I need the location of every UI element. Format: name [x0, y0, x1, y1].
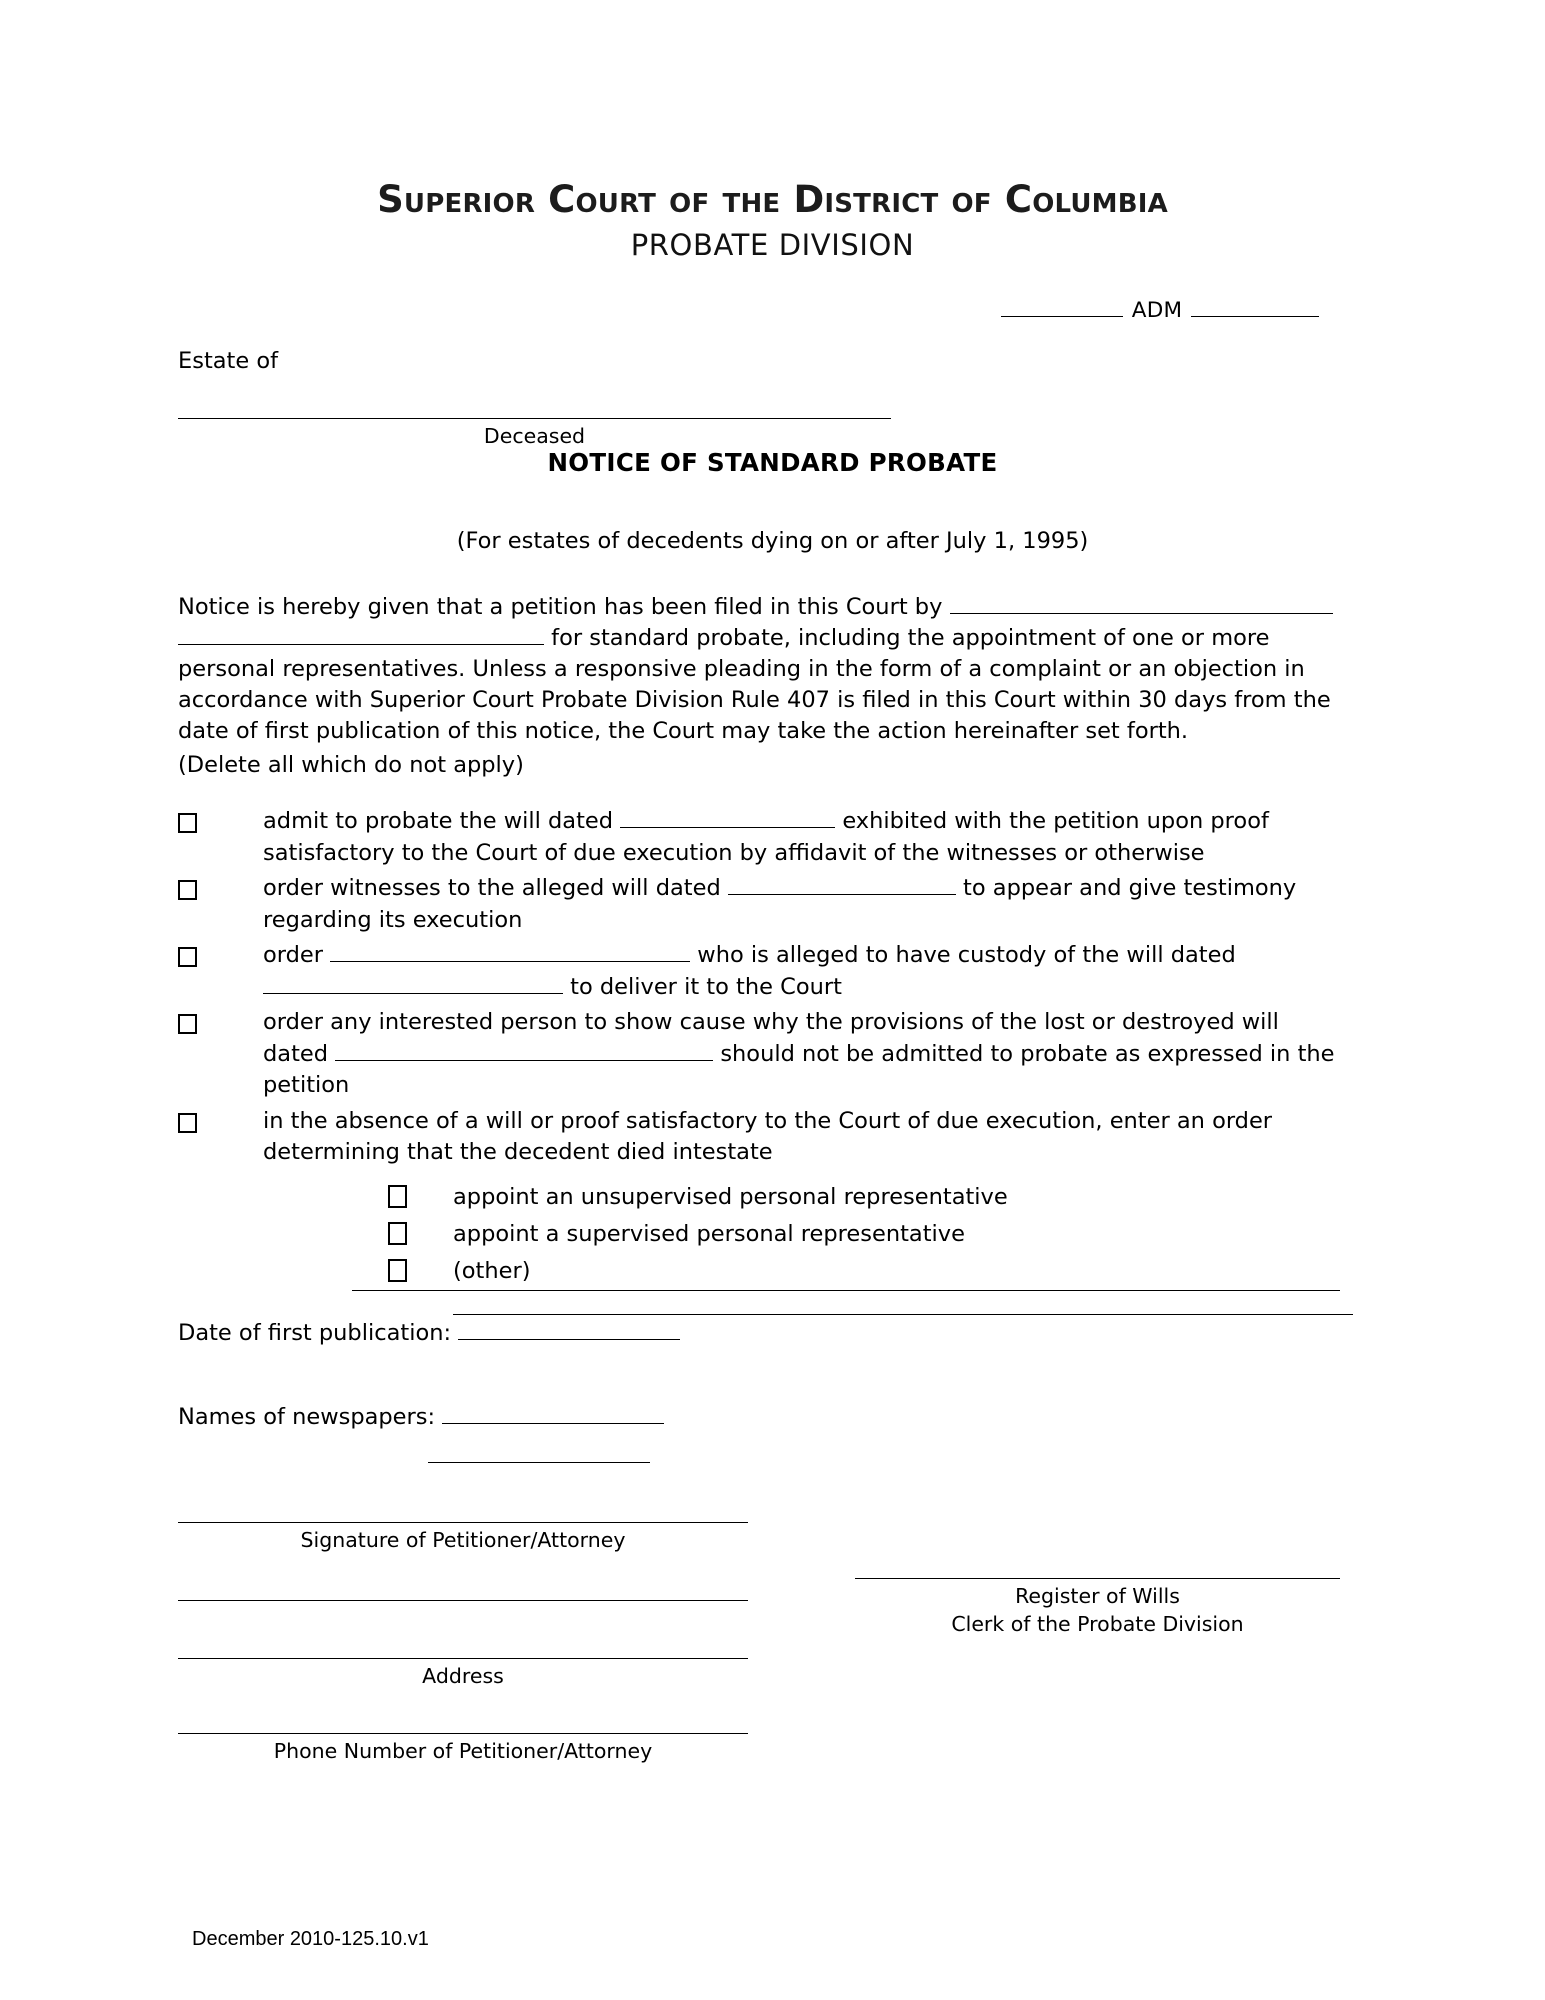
checkbox-admit-to-probate[interactable]: [178, 813, 197, 833]
case-number-line: [980, 298, 1340, 323]
other-text-blank[interactable]: [453, 1297, 1353, 1315]
estate-of-label: Estate of: [178, 348, 279, 374]
sub-option-label: (other): [453, 1257, 531, 1284]
sub-option-appoint-supervised[interactable]: [263, 1216, 1338, 1253]
option-order-custodian[interactable]: [178, 940, 1338, 1003]
option-text-part2: who is alleged to have custody of the will dated: [690, 942, 1236, 968]
option-text-part1: order witnesses to the alleged will dated: [263, 875, 728, 901]
other-text-blank-continued[interactable]: [352, 1290, 1340, 1291]
address-blank-line1[interactable]: [178, 1600, 748, 1601]
option-admit-to-probate[interactable]: [178, 806, 1338, 869]
date-of-first-publication-blank[interactable]: [458, 1322, 680, 1340]
intro-text-part1: Notice is hereby given that a petition has been filed in this Court by: [178, 594, 950, 620]
intro-text-part2: for standard probate, including the appointment of one or more personal representatives. Unless a responsive pleading in the form of a complaint or an objection in accordance with Superior Court Probate Division Rule 407 is filed in this Court within 30 days from the date of first publication of this notice, the Court may take the action hereinafter set forth.: [178, 625, 1331, 744]
custody-will-date-blank[interactable]: [263, 976, 563, 994]
option-absence-of-will[interactable]: [178, 1106, 1338, 1327]
deceased-label: Deceased: [483, 424, 586, 448]
notice-subheading: (For estates of decedents dying on or after July 1, 1995): [456, 528, 1089, 554]
option-order-show-cause[interactable]: [178, 1007, 1338, 1102]
sub-option-label: appoint a supervised personal representative: [453, 1220, 965, 1247]
phone-number-blank[interactable]: [178, 1733, 748, 1734]
names-of-newspapers-label: Names of newspapers:: [178, 1404, 436, 1430]
option-order-witnesses[interactable]: [178, 873, 1338, 936]
petitioner-name-blank-continued[interactable]: [178, 627, 544, 645]
option-text-part1: admit to probate the will dated: [263, 808, 621, 834]
option-text-part1: order any interested person to show cause why the provisions of the lost or destroyed will dated: [263, 1009, 1279, 1067]
signature-blank[interactable]: [178, 1522, 748, 1523]
newspaper-name-blank[interactable]: [442, 1406, 664, 1424]
option-text-part2: exhibited with the petition upon proof satisfactory to the Court of due execution by affidavit of the witnesses or otherwise: [263, 808, 1269, 866]
clerk-of-probate-division-label: Clerk of the Probate Division: [951, 1612, 1244, 1636]
division-title: PROBATE DIVISION: [630, 228, 915, 262]
register-of-wills-signature-blank[interactable]: [855, 1578, 1340, 1579]
lost-will-date-blank[interactable]: [335, 1043, 713, 1061]
option-text-part2: should not be admitted to probate as expressed in the petition: [263, 1040, 1335, 1098]
custodian-name-blank[interactable]: [330, 944, 690, 962]
petitioner-name-blank[interactable]: [950, 596, 1333, 614]
phone-number-label: Phone Number of Petitioner/Attorney: [273, 1739, 653, 1763]
checkbox-order-witnesses[interactable]: [178, 880, 197, 900]
date-of-first-publication-label: Date of first publication:: [178, 1320, 452, 1346]
decedent-name-blank[interactable]: [178, 418, 891, 419]
sub-option-label: appoint an unsupervised personal representative: [453, 1183, 1008, 1210]
checkbox-order-custodian[interactable]: [178, 947, 197, 967]
checkbox-other[interactable]: [388, 1259, 407, 1282]
sub-option-appoint-unsupervised[interactable]: [263, 1179, 1338, 1216]
checkbox-appoint-unsupervised[interactable]: [388, 1185, 407, 1208]
option-text-part3: to deliver it to the Court: [563, 973, 842, 1000]
case-number-blank-right[interactable]: [1191, 299, 1319, 317]
option-text-part2: to appear and give testimony regarding its execution: [263, 875, 1297, 933]
newspaper-name-blank-second[interactable]: [428, 1462, 650, 1463]
options-list: [178, 806, 1338, 1331]
date-of-first-publication-field: [178, 1320, 680, 1346]
notice-heading: NOTICE OF STANDARD PROBATE: [547, 448, 998, 477]
delete-instruction: (Delete all which do not apply): [178, 752, 524, 778]
court-title: Superior Court of the District of Columbia: [377, 178, 1168, 221]
intro-paragraph: [178, 592, 1333, 747]
signature-label: Signature of Petitioner/Attorney: [300, 1528, 626, 1552]
checkbox-appoint-supervised[interactable]: [388, 1222, 407, 1245]
will-date-blank[interactable]: [620, 810, 835, 828]
names-of-newspapers-field: [178, 1404, 664, 1430]
checkbox-order-show-cause[interactable]: [178, 1014, 197, 1034]
address-label: Address: [422, 1664, 504, 1688]
alleged-will-date-blank[interactable]: [728, 877, 956, 895]
adm-label: ADM: [1131, 298, 1183, 323]
address-blank-line2[interactable]: [178, 1658, 748, 1659]
option-text-part1: order: [263, 942, 331, 968]
form-version-footer: December 2010-125.10.v1: [192, 1928, 429, 1950]
sub-options-list: [263, 1179, 1338, 1327]
option-text-part1: in the absence of a will or proof satisfactory to the Court of due execution, enter an order determining that the decedent died intestate: [263, 1107, 1273, 1165]
checkbox-absence-of-will[interactable]: [178, 1113, 197, 1133]
case-number-blank-left[interactable]: [1001, 299, 1123, 317]
register-of-wills-label: Register of Wills: [1015, 1584, 1180, 1608]
